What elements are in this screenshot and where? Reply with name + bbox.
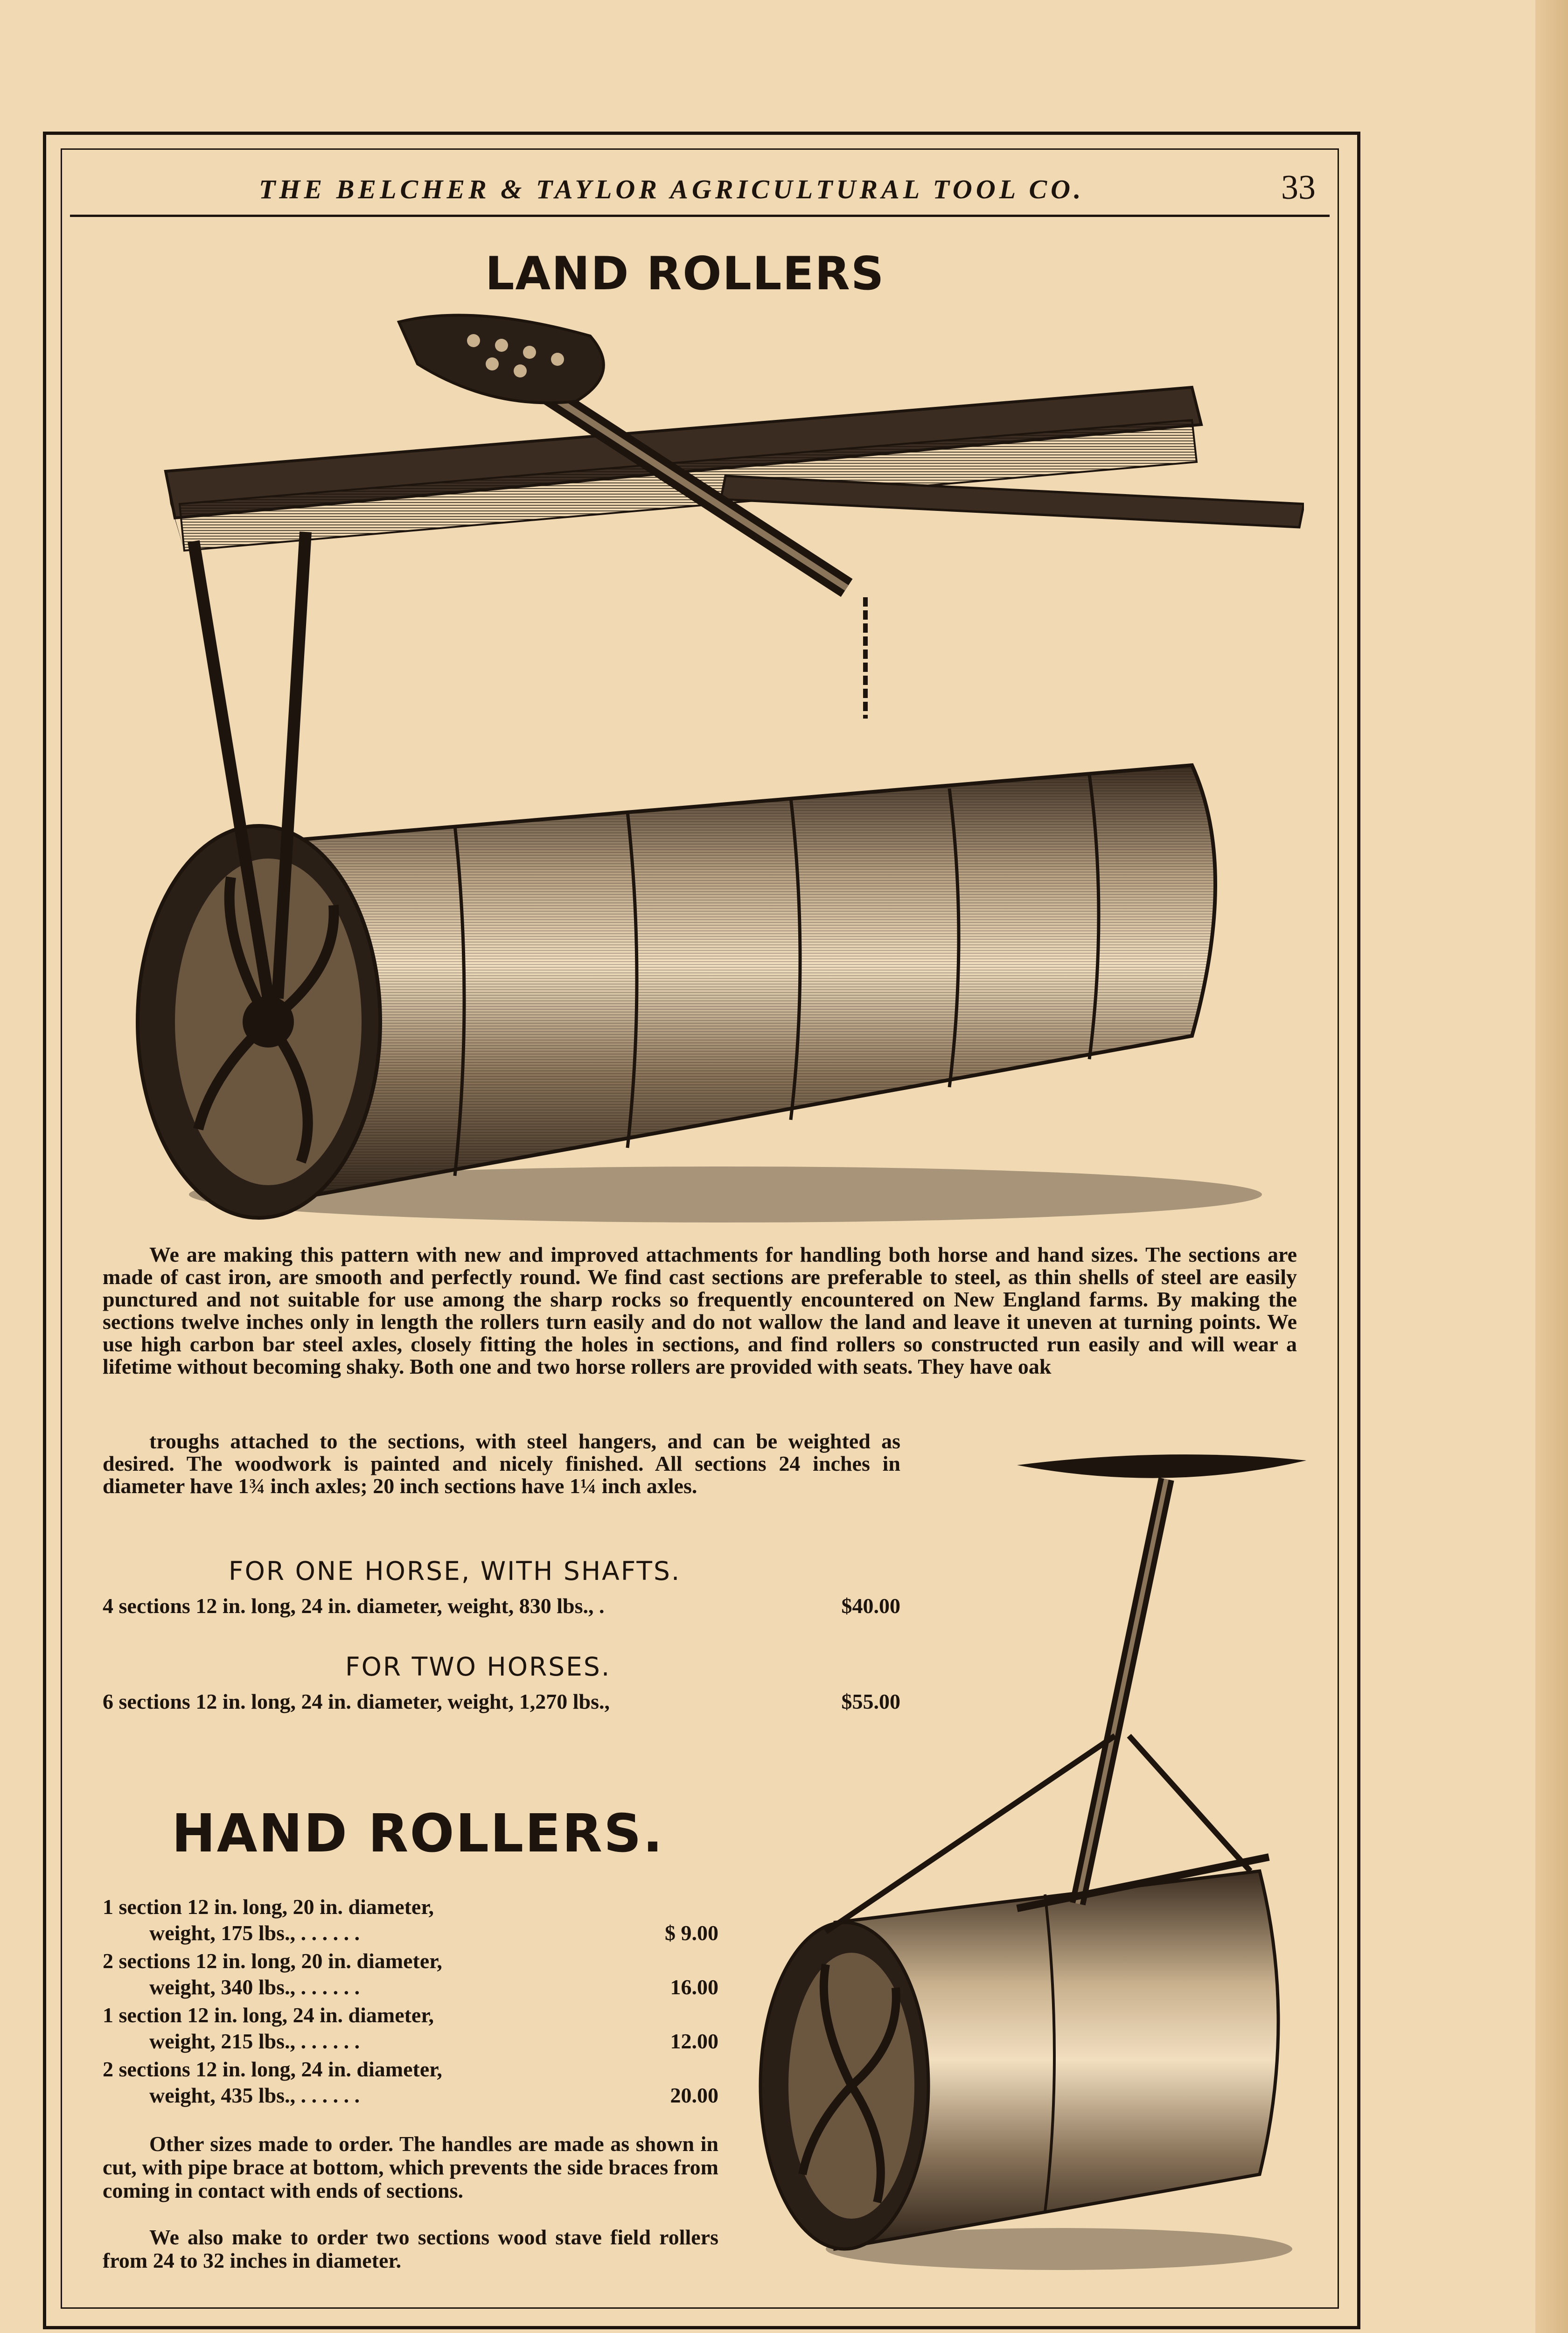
one-horse-price: $40.00 [841, 1594, 900, 1618]
hand-rollers-price-list [103, 1894, 718, 2111]
item-size: 2 sections 12 in. long, 24 in. diameter, [103, 2057, 442, 2081]
item-size: 1 section 12 in. long, 20 in. diameter, [103, 1895, 434, 1919]
item-weight: weight, 340 lbs., . . . . . . [149, 1975, 360, 1999]
item-weight: weight, 215 lbs., . . . . . . [149, 2029, 360, 2053]
page-edge [1535, 0, 1568, 2333]
item-size: 1 section 12 in. long, 24 in. diameter, [103, 2003, 434, 2027]
hand-roller-illustration [756, 1437, 1306, 2282]
hand-rollers-notes: Other sizes made to order. The handles are made as shown in cut, with pipe brace at bottom, which prevents the side braces from coming in contact with ends of sections. [103, 2132, 718, 2202]
two-horses-price: $55.00 [841, 1690, 900, 1713]
list-item [103, 1949, 718, 2003]
one-horse-description: 4 sections 12 in. long, 24 in. diameter, weight, 830 lbs., . [103, 1594, 605, 1618]
list-item [103, 2057, 718, 2111]
item-weight: weight, 435 lbs., . . . . . . [149, 2083, 360, 2107]
two-horses-description: 6 sections 12 in. long, 24 in. diameter, weight, 1,270 lbs., [103, 1690, 610, 1713]
page-number: 33 [1281, 168, 1316, 207]
item-size: 2 sections 12 in. long, 20 in. diameter, [103, 1949, 442, 1973]
item-price: $ 9.00 [665, 1921, 718, 1945]
company-title: THE BELCHER & TAYLOR AGRICULTURAL TOOL CO. [259, 174, 1085, 204]
list-item [103, 1894, 718, 1949]
field-rollers-note: We also make to order two sections wood stave field rollers from 24 to 32 inches in diameter. [103, 2225, 718, 2272]
item-price: 16.00 [670, 1975, 718, 1999]
list-item [103, 2003, 718, 2057]
land-rollers-description-continued: troughs attached to the sections, with steel hangers, and can be weighted as desired. The woodwork is painted and nicely finished. All sections 24 inches in diameter have 1¾ inch axles; 20 inch sections have 1¼ inch axles. [103, 1429, 900, 1498]
land-roller-illustration [119, 308, 1304, 1241]
item-weight: weight, 175 lbs., . . . . . . [149, 1921, 360, 1945]
land-rollers-heading: LAND ROLLERS [485, 247, 885, 300]
land-rollers-description: We are making this pattern with new and improved attachments for handling both horse and hand sizes. The sections are made of cast iron, are smooth and perfectly round. We find cast sections are preferable to steel, as thin shells of steel are easily punctured and not suitable for use among the sharp rocks so frequently encountered on New England farms. By making the sections twelve inches only in length the rollers turn easily and do not wallow the land and leave it uneven at turning points. We use high carbon bar steel axles, closely fitting the holes in sections, and find rollers so constructed run easily and will wear a lifetime without becoming shaky. Both one and two horse rollers are provided with seats. They have oak [103, 1243, 1297, 1378]
hand-rollers-heading: HAND ROLLERS. [172, 1803, 664, 1864]
item-price: 20.00 [670, 2083, 718, 2107]
one-horse-heading: FOR ONE HORSE, WITH SHAFTS. [229, 1556, 681, 1586]
two-horses-heading: FOR TWO HORSES. [345, 1652, 611, 1682]
item-price: 12.00 [670, 2029, 718, 2053]
running-header [70, 163, 1330, 217]
